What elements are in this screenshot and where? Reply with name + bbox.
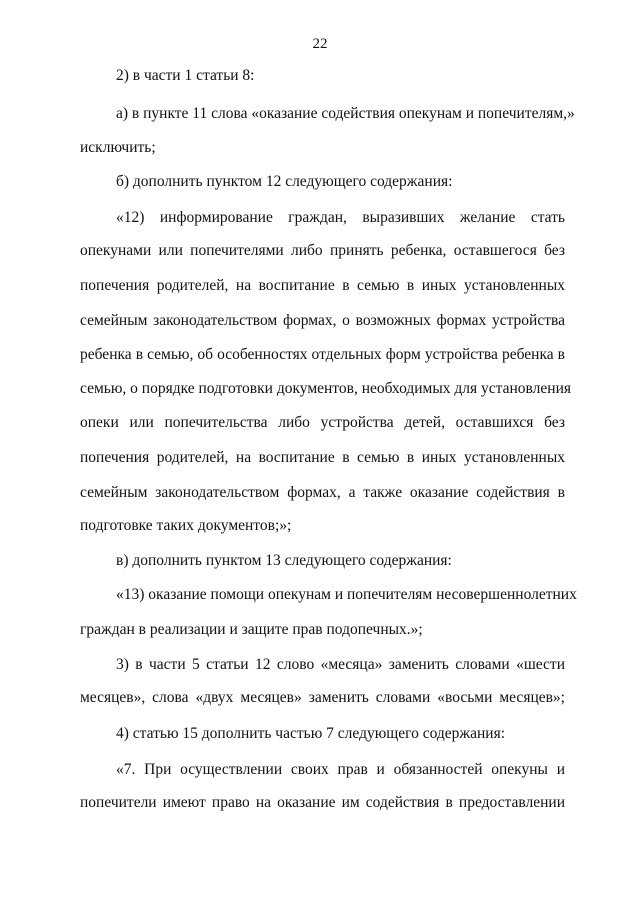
text-line: «7. При осуществлении своих прав и обязанностей опекуны и bbox=[116, 761, 565, 778]
text-line: семейным законодательством формах, о возможных формах устройства bbox=[80, 312, 565, 329]
text-line: 4) статью 15 дополнить частью 7 следующего содержания: bbox=[116, 725, 506, 742]
text-line: месяцев», слова «двух месяцев» заменить словами «восьми месяцев»; bbox=[80, 689, 565, 706]
text-line: подготовке таких документов;»; bbox=[80, 517, 292, 534]
text-line: попечения родителей, на воспитание в семью в иных установленных bbox=[80, 277, 565, 294]
text-line: «13) оказание помощи опекунам и попечителям несовершеннолетних bbox=[116, 586, 577, 603]
text-line: 3) в части 5 статьи 12 слово «месяца» заменить словами «шести bbox=[116, 656, 565, 673]
page-number: 22 bbox=[312, 36, 328, 52]
text-line: ребенка в семью, об особенностях отдельных форм устройства ребенка в bbox=[80, 346, 565, 363]
text-line: в) дополнить пунктом 13 следующего содержания: bbox=[116, 552, 452, 569]
text-line: попечения родителей, на воспитание в семью в иных установленных bbox=[80, 449, 565, 466]
text-line: 2) в части 1 статьи 8: bbox=[116, 67, 255, 84]
text-line: попечители имеют право на оказание им содействия в предоставлении bbox=[80, 794, 565, 811]
text-line: семью, о порядке подготовки документов, необходимых для установления bbox=[80, 380, 571, 397]
text-line: б) дополнить пунктом 12 следующего содержания: bbox=[116, 173, 453, 190]
text-line: опеки или попечительства либо устройства детей, оставшихся без bbox=[80, 414, 565, 431]
text-line: граждан в реализации и защите прав подопечных.»; bbox=[80, 621, 423, 638]
text-line: а) в пункте 11 слова «оказание содействия опекунам и попечителям,» bbox=[116, 105, 575, 122]
text-line: «12) информирование граждан, выразивших желание стать bbox=[116, 209, 565, 226]
text-line: опекунами или попечителями либо принять ребенка, оставшегося без bbox=[80, 242, 565, 259]
text-line: исключить; bbox=[80, 139, 156, 156]
text-line: семейным законодательством формах, а также оказание содействия в bbox=[80, 484, 565, 501]
